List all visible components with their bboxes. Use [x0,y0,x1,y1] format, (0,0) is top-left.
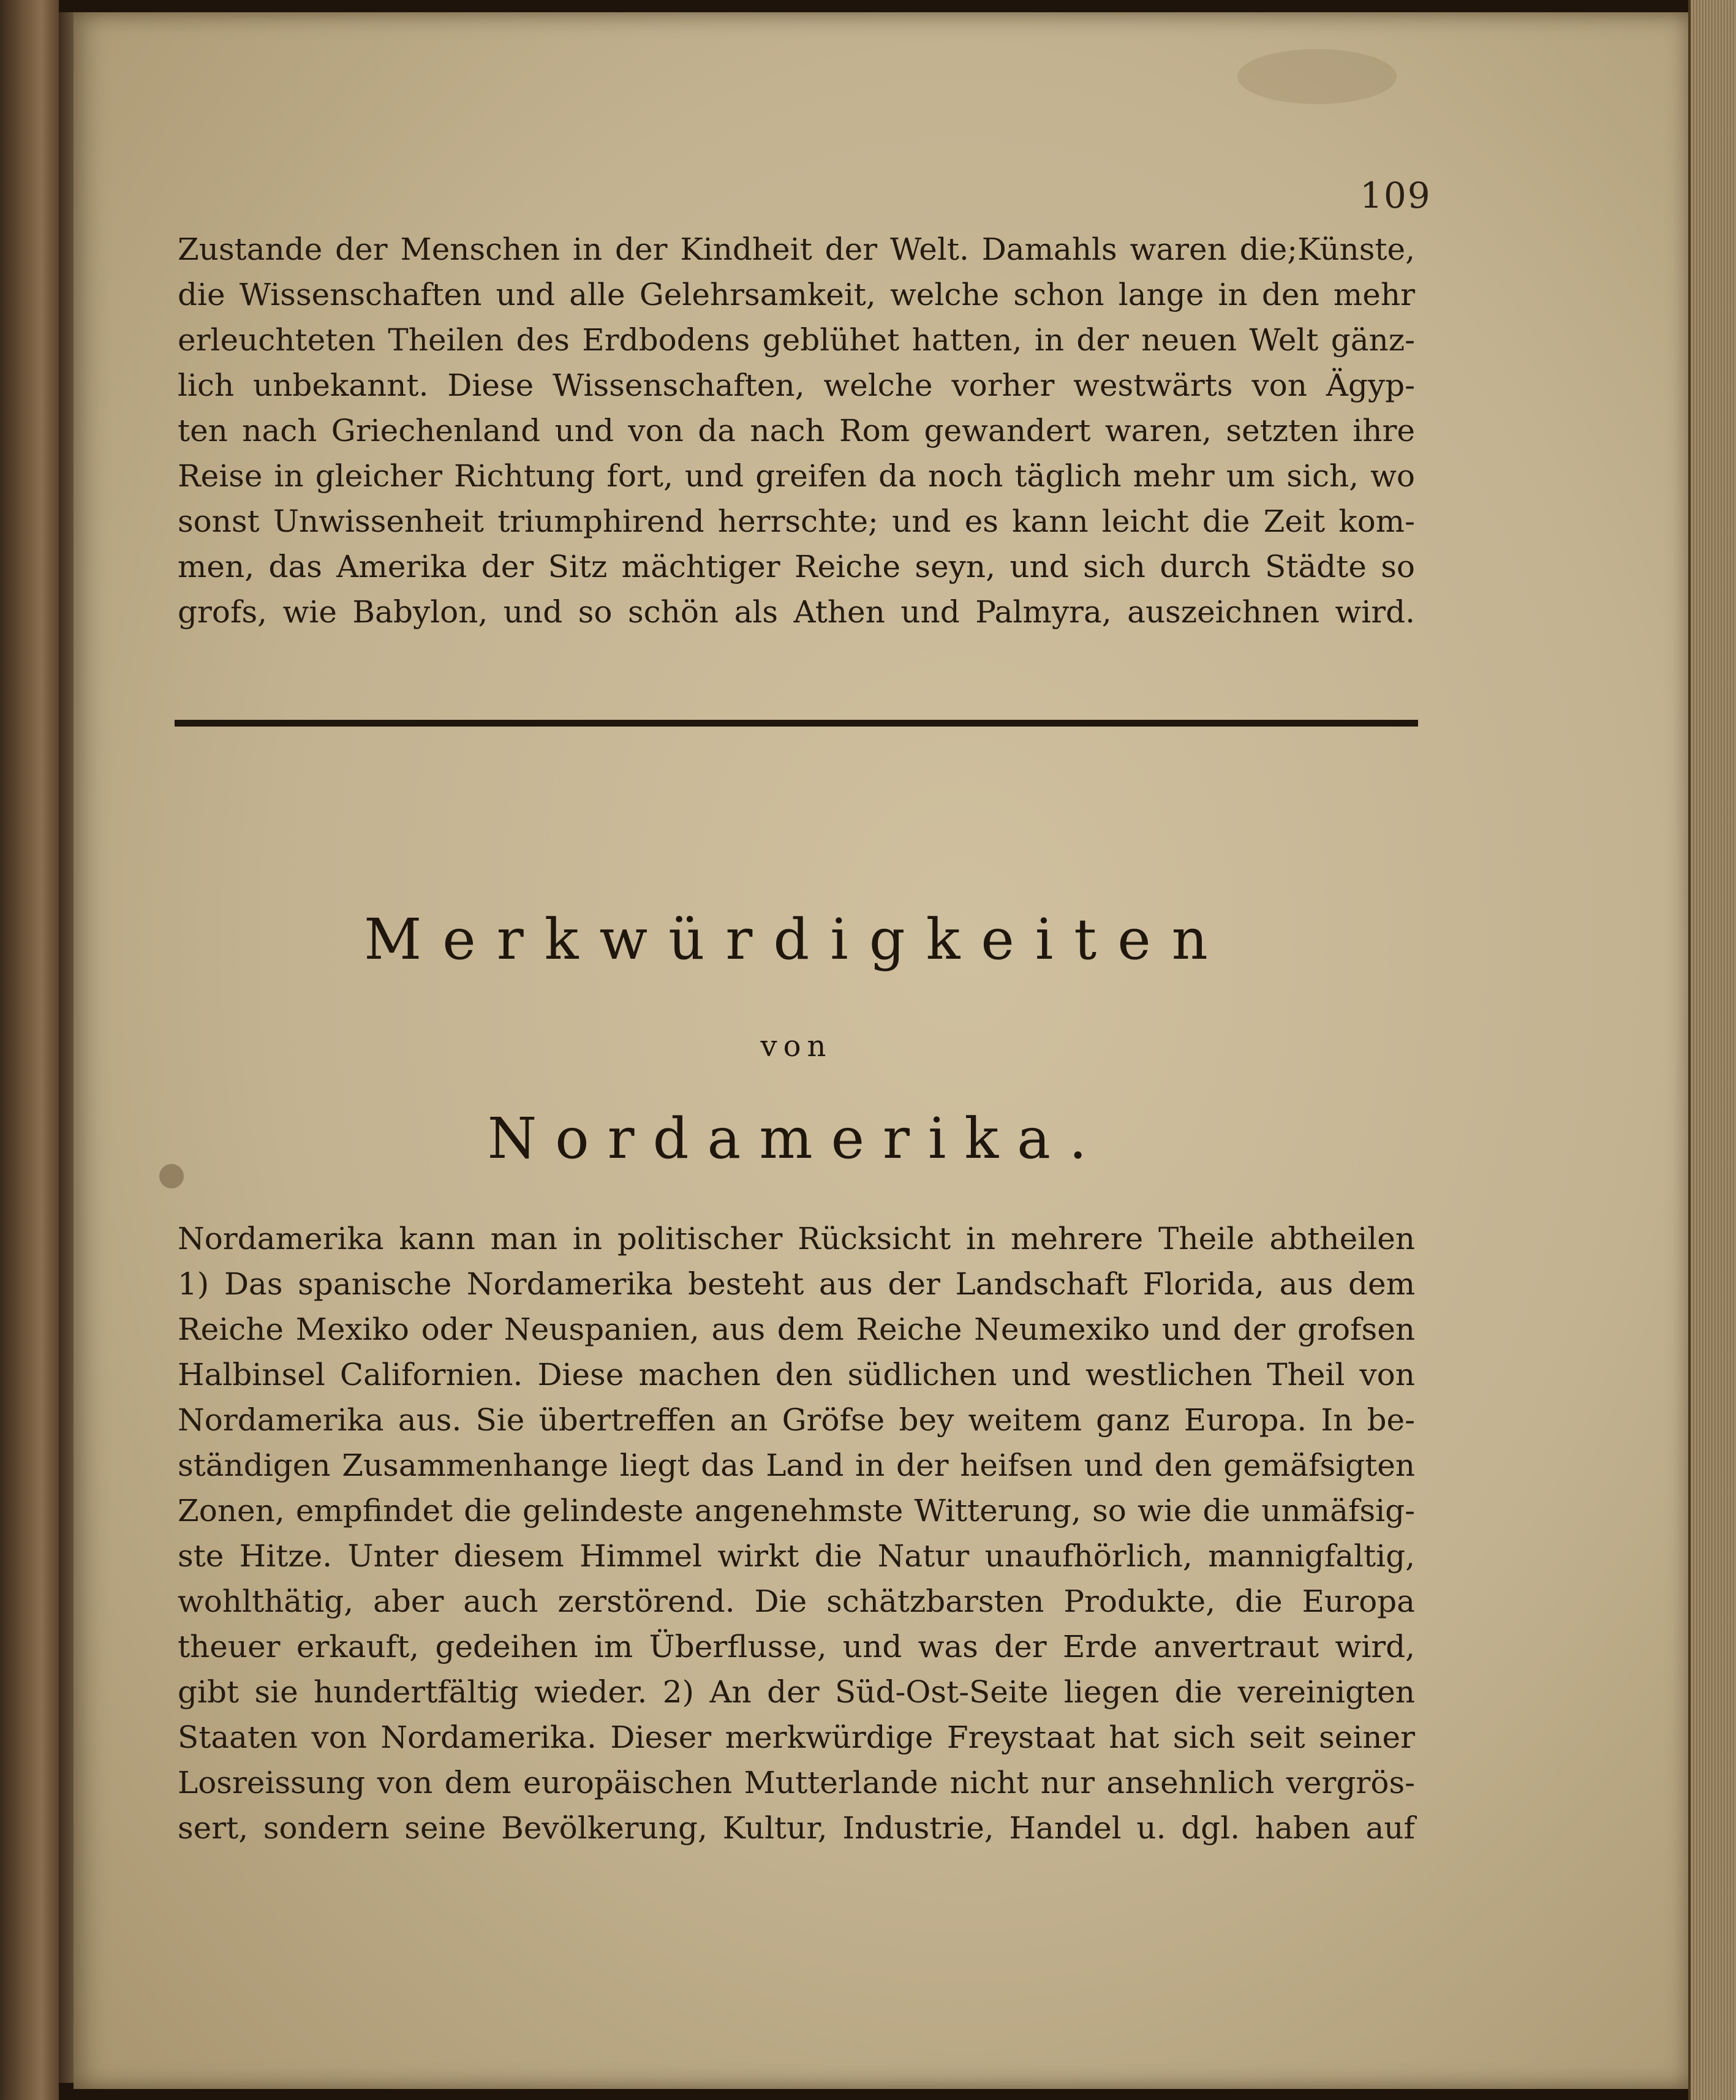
page-stack-edge [1688,0,1736,2100]
left-page-edge [0,0,59,2100]
text-line: Nordamerika kann man in politischer Rücksicht in mehrere Theile abtheilen [178,1221,1415,1256]
chapter-subject: Nordamerika. [487,1106,1106,1171]
chapter-title-connector: von [760,1029,832,1063]
text-line: ste Hitze. Unter diesem Himmel wirkt die Natur unaufhörlich, mannigfaltig, [178,1538,1415,1574]
chapter-title: Merkwürdigkeiten [364,907,1229,972]
text-line: sonst Unwissenheit triumphirend herrschte; und es kann leicht die Zeit kom- [178,504,1415,539]
top-paragraph [178,227,1415,635]
text-line: wohlthätig, aber auch zerstörend. Die schätzbarsten Produkte, die Europa [178,1584,1415,1619]
text-line: 1) Das spanische Nordamerika besteht aus der Landschaft Florida, aus dem [178,1266,1415,1302]
text-line: grofs, wie Babylon, und so schön als Athen und Palmyra, auszeichnen wird. [178,594,1415,630]
text-line: Halbinsel Californien. Diese machen den südlichen und westlichen Theil von [178,1357,1415,1392]
text-line: sert, sondern seine Bevölkerung, Kultur, Industrie, Handel u. dgl. haben auf [178,1810,1415,1846]
paper-stain [1237,49,1397,104]
text-line: Zonen, empfindet die gelindeste angenehmste Witterung, so wie die unmäfsig- [178,1493,1415,1528]
text-line: lich unbekannt. Diese Wissenschaften, welche vorher westwärts von Ägyp- [178,368,1415,403]
text-line: erleuchteten Theilen des Erdbodens geblühet hatten, in der neuen Welt gänz- [178,322,1415,358]
text-line: Losreissung von dem europäischen Mutterlande nicht nur ansehnlich vergrös- [178,1765,1415,1800]
bottom-paragraph [178,1216,1415,1851]
text-line: Nordamerika aus. Sie übertreffen an Gröfse bey weitem ganz Europa. In be- [178,1402,1415,1438]
text-line: Reiche Mexiko oder Neuspanien, aus dem Reiche Neumexiko und der grofsen [178,1312,1415,1347]
text-line: Reise in gleicher Richtung fort, und greifen da noch täglich mehr um sich, wo [178,458,1415,494]
text-line: men, das Amerika der Sitz mächtiger Reiche seyn, und sich durch Städte so [178,549,1415,584]
text-line: Zustande der Menschen in der Kindheit der Welt. Damahls waren die;Künste, [178,232,1415,267]
text-line: Staaten von Nordamerika. Dieser merkwürdige Freystaat hat sich seit seiner [178,1720,1415,1755]
text-line: ständigen Zusammenhange liegt das Land in der heifsen und den gemäfsigten [178,1448,1415,1483]
text-line: ten nach Griechenland und von da nach Rom gewandert waren, setzten ihre [178,413,1415,448]
text-line: theuer erkauft, gedeihen im Überflusse, und was der Erde anvertraut wird, [178,1629,1415,1664]
text-line: gibt sie hundertfältig wieder. 2) An der Süd-Ost-Seite liegen die vereinigten [178,1674,1415,1710]
text-line: die Wissenschaften und alle Gelehrsamkeit, welche schon lange in den mehr [178,277,1415,312]
section-rule [175,720,1418,727]
page-number: 109 [1360,175,1432,216]
